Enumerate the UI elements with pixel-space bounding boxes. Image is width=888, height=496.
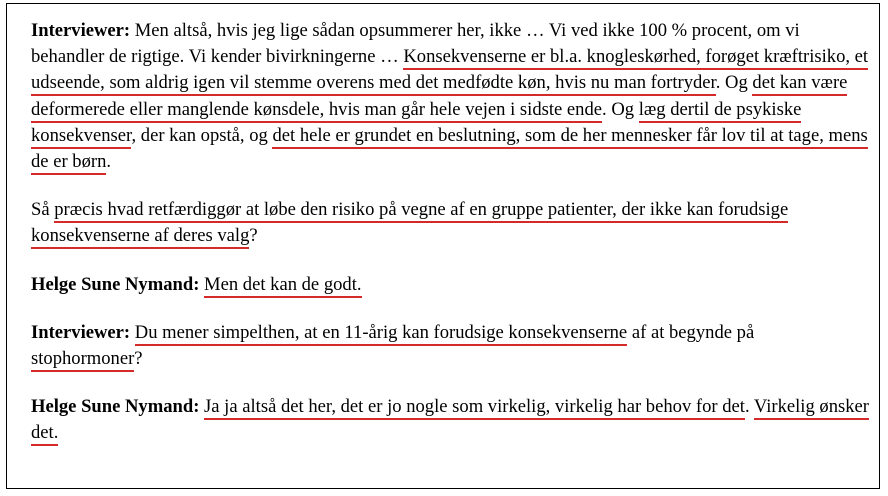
underlined-passage: læg dertil de psykiske konsekvenser xyxy=(31,99,801,149)
speaker-label: Helge Sune Nymand: xyxy=(31,396,200,418)
transcript-paragraph xyxy=(31,272,869,298)
transcript-text: Så xyxy=(31,199,55,221)
underlined-passage: Ja ja altså det her, det er jo nogle som virkelig, virkelig har behov for det xyxy=(204,396,745,420)
interview-transcript xyxy=(31,18,869,469)
document-frame xyxy=(6,3,880,489)
underlined-passage: det kan være deformerede eller manglende kønsdele, hvis man går hele vejen i sidste ende xyxy=(31,72,847,122)
speaker-label: Interviewer: xyxy=(31,20,131,41)
transcript-paragraph xyxy=(31,18,869,175)
underlined-passage: Men det kan de godt. xyxy=(204,274,362,298)
transcript-text: . xyxy=(744,396,754,418)
transcript-text: Men altså, hvis jeg lige sådan opsummerer her, ikke … Vi ved ikke 100 % procent, om vi behandler de rigtige. Vi kender bivirkningerne … xyxy=(31,20,800,68)
transcript-text: ? xyxy=(249,225,258,247)
transcript-text: . Og xyxy=(602,98,639,120)
transcript-paragraph xyxy=(31,197,869,249)
underlined-passage: Du mener simpelthen, at en 11-årig kan forudsige konsekvenserne xyxy=(135,322,627,346)
transcript-text: . Og xyxy=(715,72,753,94)
transcript-text: af at begynde på xyxy=(627,321,755,343)
transcript-paragraph xyxy=(31,320,869,372)
transcript-paragraph xyxy=(31,394,869,446)
underlined-passage: præcis hvad retfærdiggør at løbe den risiko på vegne af en gruppe patienter, der ikke kan forudsige konsekvenserne af deres valg xyxy=(31,199,788,249)
transcript-text: , der kan opstå, og xyxy=(131,124,273,146)
underlined-passage: det hele er grundet en beslutning, som de her mennesker får lov til at tage, mens de er børn xyxy=(31,125,868,175)
speaker-label: Interviewer: xyxy=(31,321,131,343)
transcript-text: . xyxy=(106,151,112,173)
underlined-passage: Virkelig ønsker det. xyxy=(31,396,869,446)
transcript-text: ? xyxy=(134,348,143,370)
speaker-label: Helge Sune Nymand: xyxy=(31,273,200,295)
underlined-passage: Konsekvenserne er bl.a. knogleskørhed, forøget kræftrisiko, et udseende, som aldrig igen vil stemme overens med det medfødte køn, hvis nu man fortryder xyxy=(31,46,868,96)
underlined-passage: stophormoner xyxy=(31,348,134,372)
